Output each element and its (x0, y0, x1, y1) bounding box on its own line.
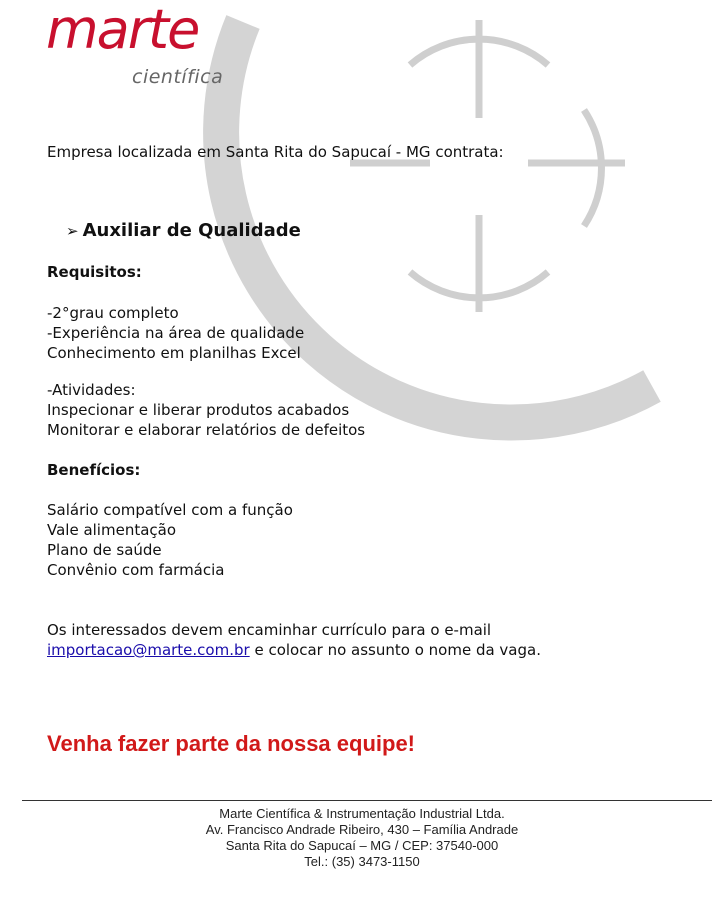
logo-subtitle: científica (132, 66, 224, 88)
benefits-list (47, 500, 293, 580)
logo-wordmark: marte (46, 0, 199, 61)
apply-line-2 (47, 640, 541, 660)
application-instructions (47, 620, 541, 660)
list-item: -Experiência na área de qualidade (47, 324, 305, 342)
list-item: Convênio com farmácia (47, 561, 225, 579)
call-to-action: Venha fazer parte da nossa equipe! (47, 731, 416, 756)
list-item: Monitorar e elaborar relatórios de defeitos (47, 421, 366, 439)
activities-section (47, 380, 365, 440)
list-item: -2°grau completo (47, 304, 179, 322)
list-item: Conhecimento em planilhas Excel (47, 344, 301, 362)
footer-company: Marte Científica & Instrumentação Industrial Ltda. (219, 806, 505, 821)
footer-phone: Tel.: (35) 3473-1150 (304, 854, 420, 869)
requirements-list (47, 303, 304, 363)
crosshair-target (350, 20, 625, 312)
footer-address: Av. Francisco Andrade Ribeiro, 430 – Família Andrade (205, 822, 519, 837)
job-title-label: Auxiliar de Qualidade (82, 220, 301, 241)
list-item: Inspecionar e liberar produtos acabados (47, 401, 350, 419)
requirements-heading: Requisitos: (47, 263, 142, 281)
apply-line-1: Os interessados devem encaminhar currículo para o e-mail (47, 621, 492, 639)
activities-heading: -Atividades: (47, 381, 136, 399)
footer-city: Santa Rita do Sapucaí – MG / CEP: 37540-000 (225, 838, 499, 853)
benefits-heading: Benefícios: (47, 461, 141, 479)
list-item: Vale alimentação (47, 521, 177, 539)
list-item: Plano de saúde (47, 541, 162, 559)
marte-logo (46, 2, 236, 94)
job-title (66, 219, 301, 243)
apply-line-2-rest: e colocar no assunto o nome da vaga. (249, 641, 541, 659)
footer-divider (22, 800, 712, 801)
arrow-bullet-icon: ➢ (66, 222, 79, 240)
footer (0, 806, 724, 870)
email-link[interactable]: importacao@marte.com.br (47, 641, 250, 659)
list-item: Salário compatível com a função (47, 501, 293, 519)
intro-text: Empresa localizada em Santa Rita do Sapucaí - MG contrata: (47, 143, 504, 161)
